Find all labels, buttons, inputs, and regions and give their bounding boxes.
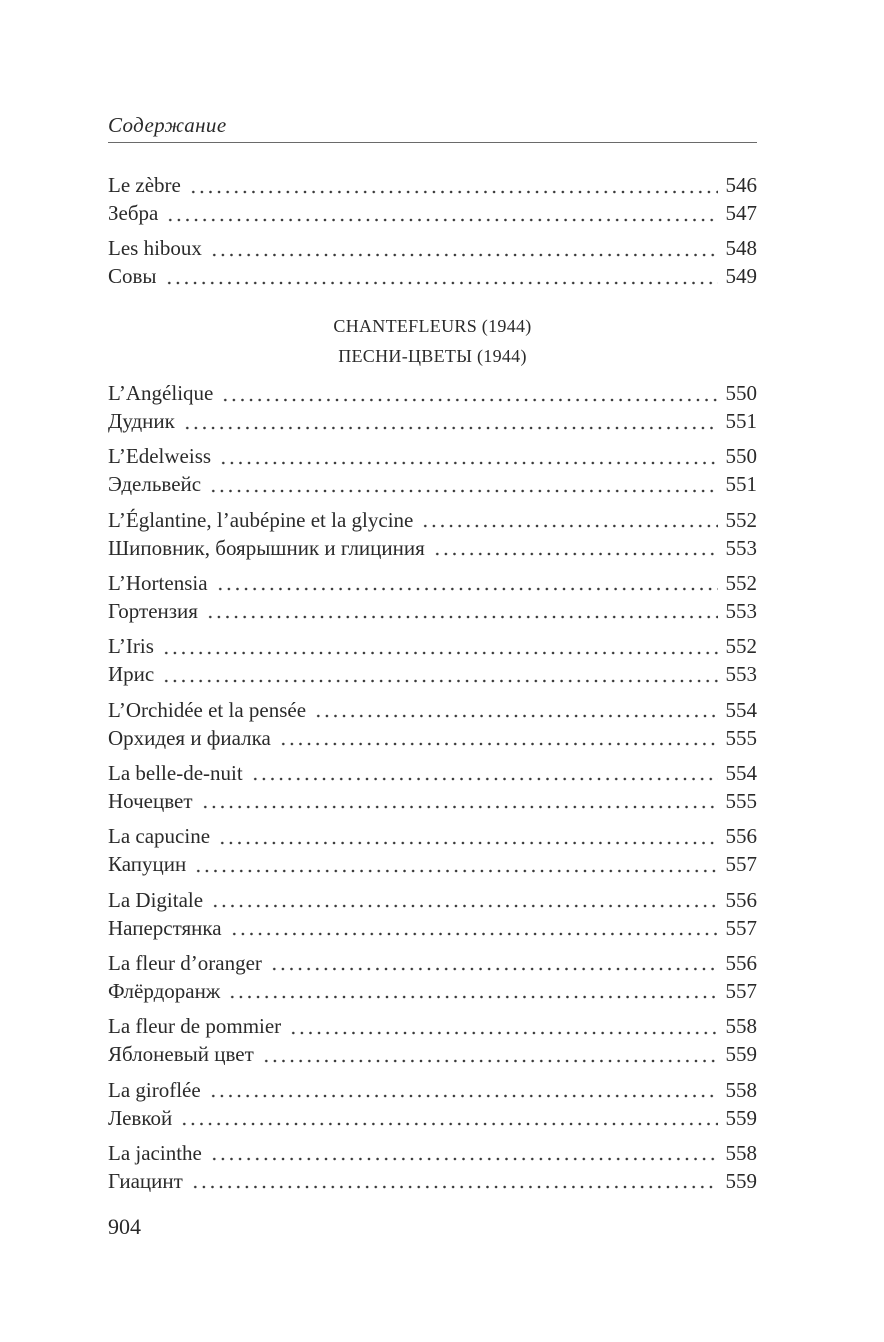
entry-page: 553 bbox=[725, 535, 757, 560]
entry-title: L’Iris bbox=[108, 634, 154, 659]
toc-entry bbox=[108, 1076, 757, 1104]
entry-page: 551 bbox=[725, 472, 757, 497]
toc-entry-pair bbox=[108, 442, 757, 498]
entry-page: 556 bbox=[725, 950, 757, 975]
dot-leader bbox=[210, 234, 718, 262]
entry-page: 550 bbox=[725, 444, 757, 469]
dot-leader bbox=[183, 407, 718, 435]
dot-leader bbox=[201, 787, 718, 815]
entry-page: 556 bbox=[725, 824, 757, 849]
dot-leader bbox=[166, 199, 717, 227]
entry-page: 546 bbox=[725, 173, 757, 197]
dot-leader bbox=[314, 696, 717, 724]
toc-entry bbox=[108, 886, 757, 914]
entry-page: 553 bbox=[725, 662, 757, 687]
entry-page: 558 bbox=[725, 1140, 757, 1165]
toc-entry bbox=[108, 234, 757, 262]
entry-title: La giroflée bbox=[108, 1077, 201, 1102]
dot-leader bbox=[218, 822, 717, 850]
entry-page: 558 bbox=[725, 1014, 757, 1039]
toc-entry-pair bbox=[108, 632, 757, 688]
entry-title: L’Églantine, l’aubépine et la glycine bbox=[108, 507, 414, 532]
entry-title: La capucine bbox=[108, 824, 211, 849]
entry-page: 549 bbox=[725, 264, 757, 289]
toc-entry bbox=[108, 949, 757, 977]
dot-leader bbox=[209, 470, 717, 498]
entry-title: Флёрдоранж bbox=[108, 978, 221, 1003]
dot-leader bbox=[206, 597, 718, 625]
entry-title: Le zèbre bbox=[108, 173, 181, 197]
entry-page: 559 bbox=[725, 1168, 757, 1193]
dot-leader bbox=[165, 262, 718, 290]
dot-leader bbox=[162, 660, 717, 688]
entry-title: Эдельвейс bbox=[108, 472, 202, 497]
toc-entry bbox=[108, 470, 757, 498]
entry-page: 547 bbox=[725, 201, 757, 225]
toc-entry bbox=[108, 632, 757, 660]
toc-entry bbox=[108, 171, 757, 199]
toc-section-2 bbox=[108, 379, 757, 1202]
dot-leader bbox=[279, 724, 718, 752]
toc-entry-pair bbox=[108, 1012, 757, 1068]
entry-title: Шиповник, боярышник и глициния bbox=[108, 535, 425, 560]
section-heading-fr: CHANTEFLEURS (1944) bbox=[333, 316, 532, 336]
entry-title: Яблоневый цвет bbox=[108, 1042, 254, 1067]
entry-page: 553 bbox=[725, 598, 757, 623]
entry-page: 551 bbox=[725, 409, 757, 433]
toc-entry-pair bbox=[108, 171, 757, 227]
toc-entry bbox=[108, 724, 757, 752]
toc-entry bbox=[108, 850, 757, 878]
page-number: 904 bbox=[108, 1214, 141, 1239]
dot-leader bbox=[216, 569, 718, 597]
entry-page: 552 bbox=[725, 570, 757, 595]
dot-leader bbox=[251, 759, 718, 787]
dot-leader bbox=[262, 1040, 718, 1068]
toc-entry bbox=[108, 660, 757, 688]
entry-page: 558 bbox=[725, 1077, 757, 1102]
entry-page: 557 bbox=[725, 915, 757, 940]
toc-entry-pair bbox=[108, 1139, 757, 1195]
toc-entry bbox=[108, 597, 757, 625]
entry-page: 557 bbox=[725, 852, 757, 877]
entry-page: 557 bbox=[725, 978, 757, 1003]
toc-entry-pair bbox=[108, 1076, 757, 1132]
toc-entry bbox=[108, 1040, 757, 1068]
entry-title: La jacinthe bbox=[108, 1140, 202, 1165]
entry-page: 554 bbox=[725, 760, 757, 785]
entry-title: Дудник bbox=[108, 409, 175, 433]
dot-leader bbox=[189, 171, 718, 199]
toc-entry bbox=[108, 506, 757, 534]
toc-section-1 bbox=[108, 171, 757, 298]
toc-entry bbox=[108, 262, 757, 290]
dot-leader bbox=[162, 632, 718, 660]
toc-entry-pair bbox=[108, 949, 757, 1005]
toc-entry bbox=[108, 914, 757, 942]
dot-leader bbox=[289, 1012, 717, 1040]
dot-leader bbox=[209, 1076, 718, 1104]
entry-title: Совы bbox=[108, 264, 157, 289]
entry-title: Орхидея и фиалка bbox=[108, 725, 271, 750]
dot-leader bbox=[270, 949, 718, 977]
dot-leader bbox=[221, 379, 717, 407]
entry-title: La Digitale bbox=[108, 887, 204, 912]
toc-entry-pair bbox=[108, 822, 757, 878]
entry-page: 552 bbox=[725, 634, 757, 659]
dot-leader bbox=[230, 914, 718, 942]
entry-title: La fleur de pommier bbox=[108, 1014, 282, 1039]
running-head: Содержание bbox=[108, 113, 227, 137]
entry-title: Гортензия bbox=[108, 598, 198, 623]
dot-leader bbox=[191, 1167, 718, 1195]
entry-page: 556 bbox=[725, 887, 757, 912]
toc-entry-pair bbox=[108, 569, 757, 625]
toc-entry bbox=[108, 822, 757, 850]
dot-leader bbox=[219, 442, 717, 470]
toc-entry bbox=[108, 1167, 757, 1195]
entry-title: Зебра bbox=[108, 201, 159, 225]
dot-leader bbox=[433, 534, 718, 562]
entry-title: Наперстянка bbox=[108, 915, 222, 940]
toc-entry bbox=[108, 1012, 757, 1040]
toc-entry bbox=[108, 1139, 757, 1167]
entry-page: 554 bbox=[725, 697, 757, 722]
dot-leader bbox=[228, 977, 717, 1005]
dot-leader bbox=[210, 1139, 718, 1167]
toc-entry bbox=[108, 787, 757, 815]
toc-entry-pair bbox=[108, 886, 757, 942]
entry-title: L’Orchidée et la pensée bbox=[108, 697, 307, 722]
entry-title: Левкой bbox=[108, 1105, 173, 1130]
toc-entry bbox=[108, 759, 757, 787]
dot-leader bbox=[421, 506, 717, 534]
toc-entry bbox=[108, 1104, 757, 1132]
toc-entry bbox=[108, 569, 757, 597]
toc-entry-pair bbox=[108, 696, 757, 752]
entry-title: Ночецвет bbox=[108, 788, 193, 813]
entry-page: 548 bbox=[725, 236, 757, 261]
entry-page: 552 bbox=[725, 507, 757, 532]
header-rule bbox=[108, 142, 757, 143]
section-heading bbox=[108, 311, 757, 371]
entry-title: La fleur d’oranger bbox=[108, 950, 262, 975]
section-heading-ru: ПЕСНИ-ЦВЕТЫ (1944) bbox=[338, 346, 527, 366]
toc-entry bbox=[108, 199, 757, 227]
entry-title: L’Angélique bbox=[108, 381, 214, 405]
dot-leader bbox=[180, 1104, 717, 1132]
entry-title: Капуцин bbox=[108, 852, 187, 877]
entry-title: Ирис bbox=[108, 662, 155, 687]
toc-entry bbox=[108, 696, 757, 724]
dot-leader bbox=[211, 886, 717, 914]
toc-entry bbox=[108, 379, 757, 407]
toc-entry bbox=[108, 442, 757, 470]
entry-title: La belle-de-nuit bbox=[108, 760, 243, 785]
entry-page: 559 bbox=[725, 1042, 757, 1067]
toc-entry-pair bbox=[108, 506, 757, 562]
entry-page: 550 bbox=[725, 381, 757, 405]
entry-title: L’Edelweiss bbox=[108, 444, 212, 469]
toc-entry bbox=[108, 407, 757, 435]
entry-page: 555 bbox=[725, 788, 757, 813]
toc-entry-pair bbox=[108, 379, 757, 435]
dot-leader bbox=[194, 850, 717, 878]
entry-title: Гиацинт bbox=[108, 1168, 183, 1193]
entry-title: L’Hortensia bbox=[108, 570, 208, 595]
entry-page: 555 bbox=[725, 725, 757, 750]
toc-entry-pair bbox=[108, 759, 757, 815]
toc-entry bbox=[108, 534, 757, 562]
toc-entry-pair bbox=[108, 234, 757, 290]
entry-title: Les hiboux bbox=[108, 236, 202, 261]
entry-page: 559 bbox=[725, 1105, 757, 1130]
toc-entry bbox=[108, 977, 757, 1005]
